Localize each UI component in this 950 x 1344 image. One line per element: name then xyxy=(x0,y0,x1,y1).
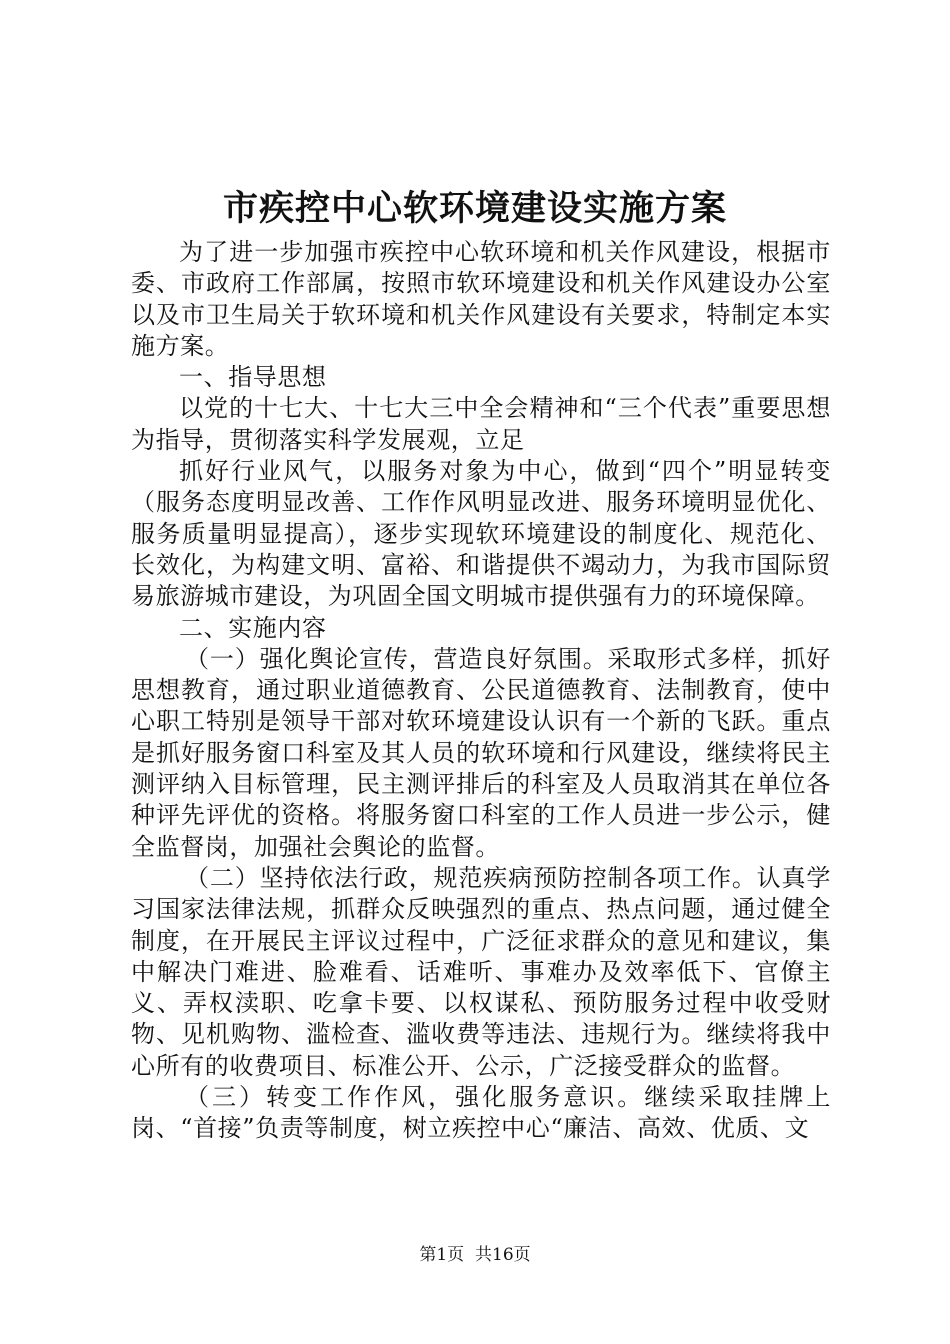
document-title: 市疾控中心软环境建设实施方案 xyxy=(222,189,727,229)
heading-implementation-content: 二、实施内容 xyxy=(179,613,327,642)
paragraph-section-1: （一）强化舆论宣传，营造良好氛围。采取形式多样，抓好思想教育，通过职业道德教育、公民道德教育、法制教育，使中心职工特别是领导干部对软环境建设认识有一个新的飞跃。重点是抓好服务窗口科室及其人员的软环境和行风建设，继续将民主测评纳入目标管理，民主测评排后的科室及人员取消其在单位各种评先评优的资格。将服务窗口科室的工作人员进一步公示，健全监督岗，加强社会舆论的监督。 xyxy=(131,644,831,861)
page-footer xyxy=(0,1244,950,1266)
paragraph-section-3: （三）转变工作作风，强化服务意识。继续采取挂牌上岗、“首接”负责等制度，树立疾控中心“廉洁、高效、优质、文 xyxy=(131,1083,831,1143)
paragraph-intro: 为了进一步加强市疾控中心软环境和机关作风建设，根据市委、市政府工作部属，按照市软环境建设和机关作风建设办公室以及市卫生局关于软环境和机关作风建设有关要求，特制定本实施方案。 xyxy=(131,238,831,360)
page-total: 共16页 xyxy=(475,1245,531,1265)
paragraph-guiding-thought: 以党的十七大、十七大三中全会精神和“三个代表”重要思想为指导，贯彻落实科学发展观，立足 xyxy=(131,394,831,454)
page-number: 第1页 xyxy=(419,1245,465,1265)
document-body xyxy=(131,237,831,1145)
paragraph-section-2: （二）坚持依法行政，规范疾病预防控制各项工作。认真学习国家法律法规，抓群众反映强烈的重点、热点问题，通过健全制度，在开展民主评议过程中，广泛征求群众的意见和建议，集中解决门难进、脸难看、话难听、事难办及效率低下、官僚主义、弄权渎职、吃拿卡要、以权谋私、预防服务过程中收受财物、见机购物、滥检查、滥收费等违法、违规行为。继续将我中心所有的收费项目、标准公开、公示，广泛接受群众的监督。 xyxy=(131,863,831,1080)
paragraph-industry-style: 抓好行业风气，以服务对象为中心，做到“四个”明显转变（服务态度明显改善、工作作风明显改进、服务环境明显优化、服务质量明显提高），逐步实现软环境建设的制度化、规范化、长效化，为构建文明、富裕、和谐提供不竭动力，为我市国际贸易旅游城市建设，为巩固全国文明城市提供强有力的环境保障。 xyxy=(131,457,831,611)
heading-guiding-thought: 一、指导思想 xyxy=(179,363,327,392)
